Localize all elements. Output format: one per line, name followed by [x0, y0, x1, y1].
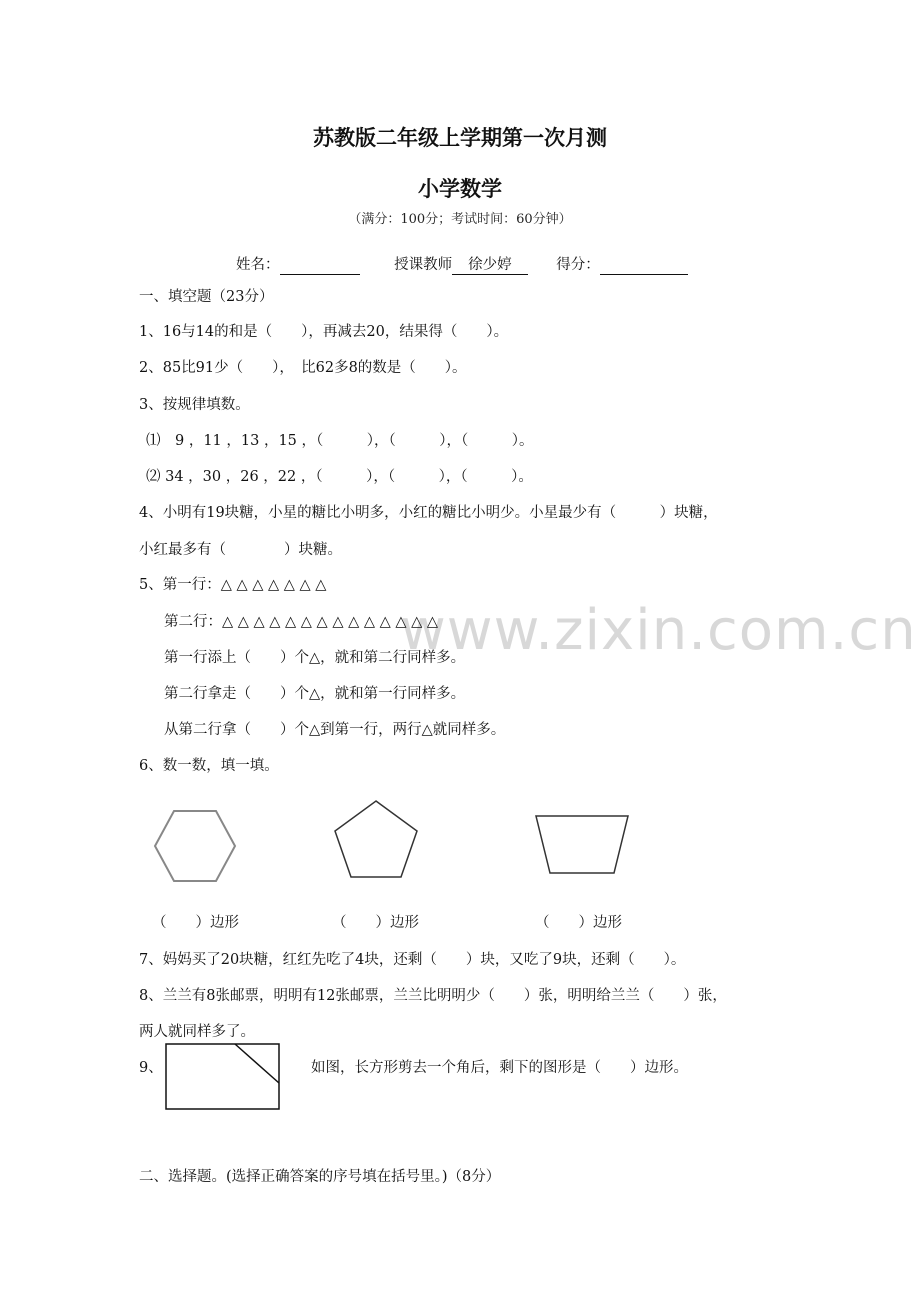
section2-heading: 二、选择题。(选择正确答案的序号填在括号里。)（8分）	[139, 1169, 501, 1185]
page-title: 苏教版二年级上学期第一次月测	[313, 126, 607, 150]
question-6: 6、数一数，填一填。	[139, 758, 279, 774]
question-6-label-2: （ ）边形	[332, 915, 419, 931]
question-3-part-1: ⑴ 9 ，11 ，13 ，15 ，（ ），（ ），（ ）。	[146, 433, 534, 449]
student-info-row	[236, 253, 688, 275]
question-6-label-3: （ ）边形	[535, 915, 622, 931]
exam-info: （满分：100分；考试时间：60分钟）	[348, 212, 572, 227]
score-field[interactable]	[600, 258, 688, 275]
question-8-line-2: 两人就同样多了。	[139, 1024, 255, 1040]
question-5-a: 第一行添上（ ）个△，就和第二行同样多。	[164, 650, 466, 666]
question-5-b: 第二行拿走（ ）个△，就和第一行同样多。	[164, 686, 466, 702]
hexagon-shape	[150, 808, 240, 884]
question-9-number: 9、	[139, 1060, 163, 1076]
question-3: 3、按规律填数。	[139, 397, 250, 413]
score-label: 得分：	[556, 257, 600, 273]
question-5-c: 从第二行拿（ ）个△到第一行，两行△就同样多。	[164, 722, 506, 738]
subject-title: 小学数学	[418, 177, 502, 201]
name-label: 姓名：	[236, 257, 280, 273]
watermark: www.zixin.com.cn	[400, 598, 917, 663]
question-9-text: 如图，长方形剪去一个角后，剩下的图形是（ ）边形。	[311, 1060, 688, 1076]
question-5-row-1: 5、第一行：△ △ △ △ △ △ △	[139, 577, 327, 593]
question-4-line-1: 4、小明有19块糖，小星的糖比小明多，小红的糖比小明少。小星最少有（ ）块糖，	[139, 505, 718, 521]
question-5-row-2: 第二行：△ △ △ △ △ △ △ △ △ △ △ △ △ △	[164, 614, 439, 630]
name-field[interactable]	[280, 258, 360, 275]
trapezoid-shape	[532, 813, 632, 877]
teacher-label: 授课教师	[394, 257, 453, 273]
question-2: 2、85比91少（ ）， 比62多8的数是（ ）。	[139, 360, 467, 376]
question-1: 1、16与14的和是（ ），再减去20，结果得（ ）。	[139, 324, 509, 340]
question-3-part-2: ⑵ 34 ，30 ，26 ，22 ，（ ），（ ），（ ）。	[146, 469, 533, 485]
pentagon-shape	[330, 798, 422, 880]
section1-heading: 一、填空题（23分）	[139, 289, 274, 305]
question-6-label-1: （ ）边形	[152, 915, 239, 931]
question-7: 7、妈妈买了20块糖，红红先吃了4块，还剩（ ）块，又吃了9块，还剩（ ）。	[139, 952, 686, 968]
cut-rectangle-shape	[165, 1043, 281, 1111]
teacher-name: 徐少婷	[452, 253, 528, 275]
question-8-line-1: 8、兰兰有8张邮票，明明有12张邮票，兰兰比明明少（ ）张，明明给兰兰（ ）张，	[139, 988, 727, 1004]
question-4-line-2: 小红最多有（ ）块糖。	[139, 542, 342, 558]
